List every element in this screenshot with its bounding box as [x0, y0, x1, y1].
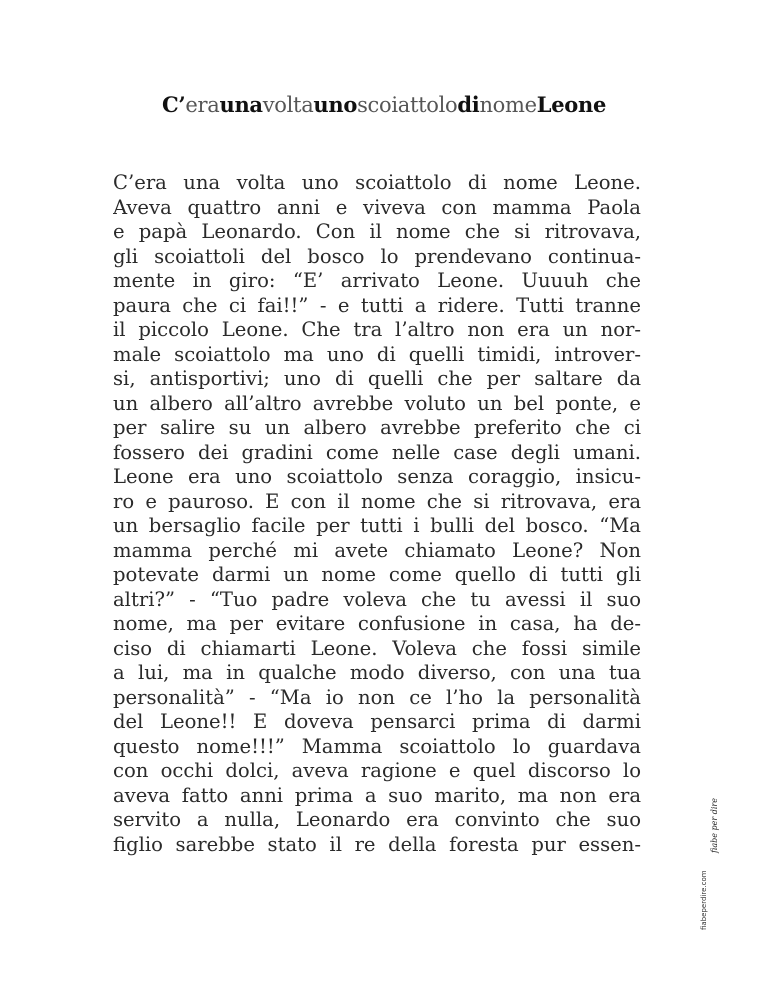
body-line: un bersaglio facile per tutti i bulli del bosco. “Ma [113, 514, 641, 537]
logo-text: per [710, 816, 719, 831]
body-line: aveva fatto anni prima a suo marito, ma non era [113, 783, 641, 807]
body-line: un albero all’altro avrebbe voluto un bel ponte, e [113, 391, 641, 415]
title-part: scoiattolo [357, 93, 458, 117]
body-line: Aveva quattro anni e viveva con mamma Paola [113, 195, 641, 219]
body-line: figlio sarebbe stato il re della foresta pur essen- [113, 832, 641, 856]
body-line: C’era una volta uno scoiattolo di nome Leone. [113, 171, 641, 194]
body-line: personalità” - “Ma io non ce l’ho la personalità [113, 685, 641, 709]
logo-text: fiabe [710, 833, 719, 853]
body-line: servito a nulla, Leonardo era convinto che suo [113, 808, 641, 831]
body-line: altri?” - “Tuo padre voleva che tu avessi il suo [113, 587, 641, 611]
body-line: gli scoiattoli del bosco lo prendevano continua- [113, 244, 641, 268]
title-part: volta [262, 93, 314, 117]
title-part: era [185, 93, 220, 117]
body-line: questo nome!!!” Mamma scoiattolo lo guardava [113, 734, 641, 758]
body-line: ciso di chiamarti Leone. Voleva che fossi simile [113, 636, 641, 660]
story-title [0, 92, 768, 117]
body-line: ro e pauroso. E con il nome che si ritrovava, era [113, 489, 641, 513]
title-part: uno [313, 92, 358, 117]
body-line: si, antisportivi; uno di quelli che per saltare da [113, 367, 641, 390]
title-part: nome [479, 93, 537, 117]
publisher-url: fiabeperdire.com [700, 870, 708, 930]
body-line: paura che ci fai!!” - e tutti a ridere. Tutti tranne [113, 293, 641, 317]
body-line: nome, ma per evitare confusione in casa, ha de- [113, 612, 641, 635]
logo-text: dire [710, 798, 719, 815]
publisher-logo [711, 798, 719, 853]
body-line: potevate darmi un nome come quello di tutti gli [113, 563, 641, 586]
body-line: il piccolo Leone. Che tra l’altro non era un nor- [113, 318, 641, 341]
body-line: e papà Leonardo. Con il nome che si ritrovava, [113, 220, 641, 243]
body-line: mamma perché mi avete chiamato Leone? Non [113, 538, 641, 562]
body-line: Leone era uno scoiattolo senza coraggio, insicu- [113, 465, 641, 488]
body-line: mente in giro: “E’ arrivato Leone. Uuuuh che [113, 269, 641, 292]
title-part: Leone [536, 92, 607, 117]
title-part: di [457, 92, 480, 117]
body-line: del Leone!! E doveva pensarci prima di darmi [113, 710, 641, 733]
body-line: per salire su un albero avrebbe preferito che ci [113, 416, 641, 439]
title-part: C’ [161, 92, 186, 117]
story-body [113, 171, 641, 857]
body-line: a lui, ma in qualche modo diverso, con una tua [113, 661, 641, 684]
body-line: fossero dei gradini come nelle case degli umani. [113, 440, 641, 464]
body-line: male scoiattolo ma uno di quelli timidi, introver- [113, 342, 641, 366]
body-line: con occhi dolci, aveva ragione e quel discorso lo [113, 759, 641, 782]
title-part: una [219, 92, 263, 117]
